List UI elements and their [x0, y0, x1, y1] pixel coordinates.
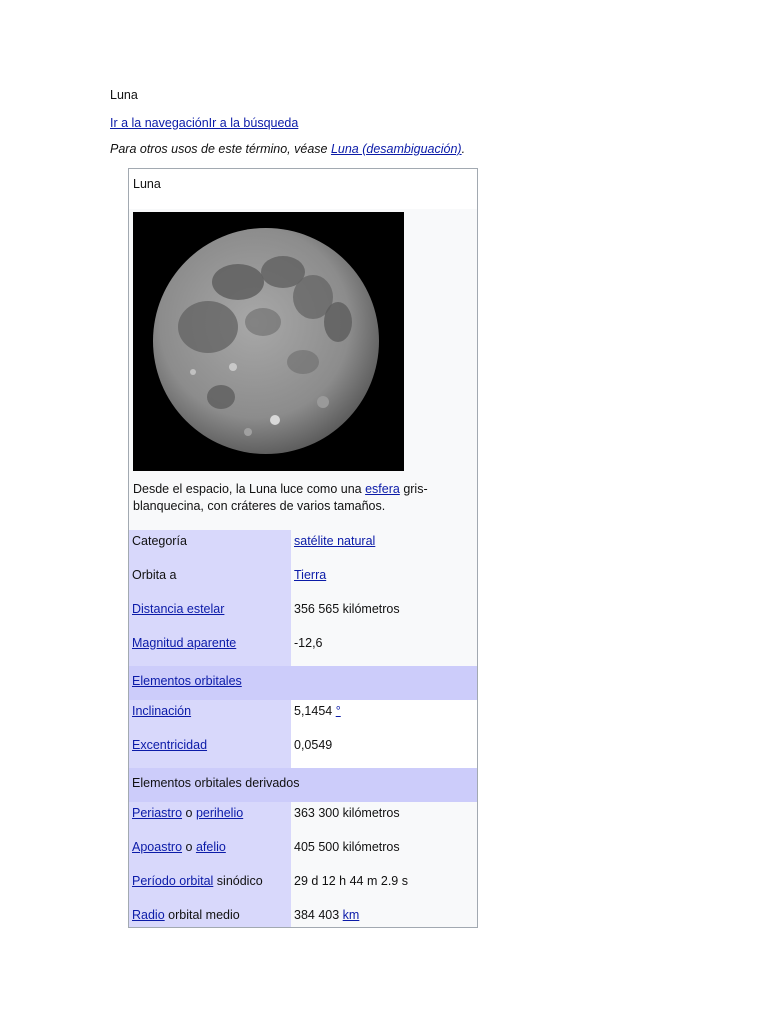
- row-periodo: [129, 870, 477, 904]
- skip-links: [110, 114, 670, 132]
- radio-link[interactable]: Radio: [132, 908, 165, 922]
- section-elementos-derivados: [129, 768, 477, 802]
- row-periastro: [129, 802, 477, 836]
- label-distancia-link[interactable]: Distancia estelar: [132, 602, 225, 616]
- perihelio-link[interactable]: perihelio: [195, 806, 244, 820]
- page-title: Luna: [110, 88, 138, 102]
- degree-link[interactable]: °: [335, 704, 341, 718]
- infobox-title: [129, 169, 477, 209]
- label-magnitud-link[interactable]: Magnitud aparente: [132, 636, 237, 650]
- value-magnitud: -12,6: [294, 636, 323, 650]
- label-excentricidad-link[interactable]: Excentricidad: [132, 738, 208, 752]
- section-elementos-derivados-title: Elementos orbitales derivados: [132, 776, 300, 790]
- caption-text-rest: gris-blanquecina, con cráteres de varios tamaños.: [133, 482, 428, 513]
- article: [110, 86, 670, 922]
- row-distancia: [129, 598, 477, 632]
- periodo-orbital-link[interactable]: Período orbital: [132, 874, 214, 888]
- label-orbita: Orbita a: [132, 568, 177, 582]
- row-inclinacion: [129, 700, 477, 734]
- value-distancia: 356 565 kilómetros: [294, 602, 400, 616]
- value-categoria-link[interactable]: satélite natural: [294, 534, 376, 548]
- infobox-title-text: Luna: [133, 177, 161, 191]
- row-categoria: [129, 530, 477, 564]
- sphere-link[interactable]: esfera: [365, 482, 400, 496]
- value-apoastro: 405 500 kilómetros: [294, 840, 400, 854]
- moon-image[interactable]: [133, 212, 404, 471]
- section-elementos-orbitales: [129, 666, 477, 700]
- hatnote-suffix: .: [461, 142, 466, 156]
- label-categoria: Categoría: [132, 534, 187, 548]
- moon-icon: [133, 212, 404, 471]
- caption-text: Desde el espacio, la Luna luce como una: [133, 482, 366, 496]
- value-radio: 384 403: [294, 908, 343, 922]
- value-periodo: 29 d 12 h 44 m 2.9 s: [294, 874, 408, 888]
- value-inclinacion: 5,1454: [294, 704, 336, 718]
- radio-orbital-medio: orbital medio: [164, 908, 240, 922]
- value-excentricidad: 0,0549: [294, 738, 333, 752]
- skip-to-navigation-link[interactable]: Ir a la navegaciónIr a la búsqueda: [110, 116, 299, 130]
- hatnote: [110, 140, 670, 158]
- apoastro-o: o: [182, 840, 196, 854]
- value-orbita-link[interactable]: Tierra: [294, 568, 327, 582]
- periastro-link[interactable]: Periastro: [132, 806, 183, 820]
- image-caption: [133, 481, 463, 515]
- periodo-sinodico: sinódico: [213, 874, 263, 888]
- apoastro-link[interactable]: Apoastro: [132, 840, 183, 854]
- infobox: [128, 168, 478, 928]
- periastro-o: o: [182, 806, 196, 820]
- row-radio: [129, 904, 477, 928]
- hatnote-text: Para otros usos de este término, véase: [110, 142, 331, 156]
- row-orbita: [129, 564, 477, 598]
- label-inclinacion-link[interactable]: Inclinación: [132, 704, 192, 718]
- disambiguation-link[interactable]: Luna (desambiguación): [330, 142, 462, 156]
- row-apoastro: [129, 836, 477, 870]
- section-elementos-orbitales-link[interactable]: Elementos orbitales: [132, 674, 242, 688]
- row-excentricidad: [129, 734, 477, 768]
- row-magnitud: [129, 632, 477, 666]
- value-periastro: 363 300 kilómetros: [294, 806, 400, 820]
- afelio-link[interactable]: afelio: [195, 840, 226, 854]
- km-link[interactable]: km: [342, 908, 360, 922]
